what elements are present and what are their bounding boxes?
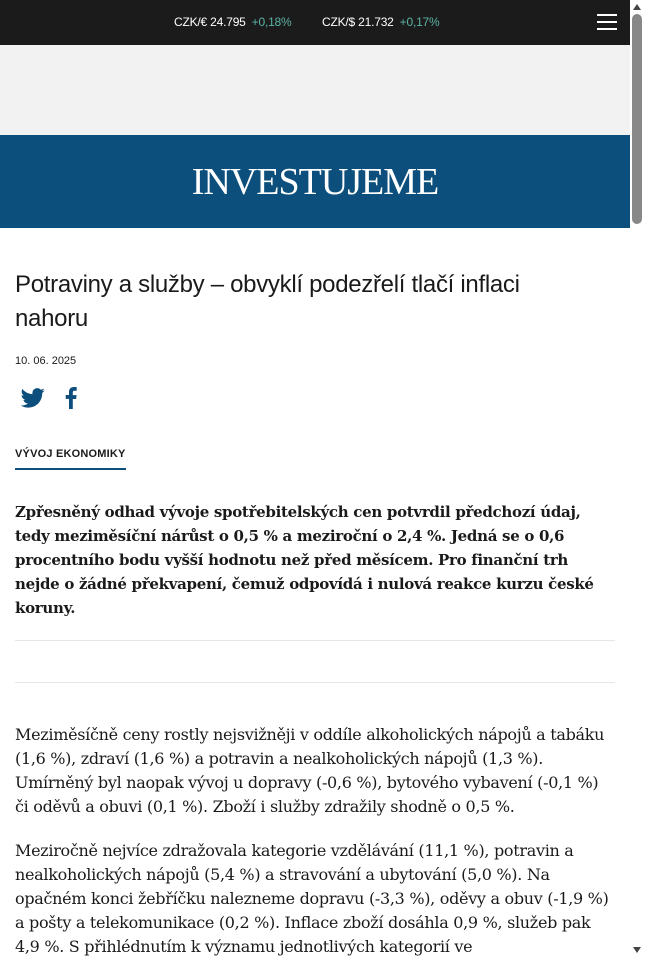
ticker-eur-pair: CZK/€ 24.795 [174, 15, 246, 29]
ticker-eur[interactable] [174, 15, 292, 29]
divider [15, 682, 615, 683]
ticker-usd[interactable] [322, 15, 440, 29]
article-lead: Zpřesněný odhad vývoje spotřebitelských cen potvrdil předchozí údaj, tedy meziměsíční nárůst o 0,5 % a meziroční o 2,4 %. Jedná se o 0,6 procentního bodu vyšší hodnotu než před měsícem. Pro finanční trh nejde o žádné překvapení, čemuž odpovídá i nulová reakce kurzu české koruny. [15, 503, 594, 617]
ticker-usd-change: +0,17% [399, 15, 440, 29]
article-paragraph: Meziměsíčně ceny rostly nejsvižněji v oddíle alkoholických nápojů a tabáku (1,6 %), zdraví (1,6 %) a potravin a nealkoholických nápojů (1,3 %). Umírněný byl naopak vývoj u dopravy (-0,6 %), bytového vybavení (-0,1 %) či oděvů a obuvi (0,1 %). Zboží i služby zdražily shodně o 0,5 %. [15, 725, 605, 816]
twitter-icon[interactable] [21, 387, 45, 409]
scroll-up-arrow-icon[interactable] [633, 4, 641, 10]
article-title: Potraviny a služby – obvyklí podezřelí tlačí inflaci nahoru [15, 271, 520, 332]
scroll-down-arrow-icon[interactable] [633, 947, 641, 953]
ad-placeholder [0, 45, 630, 135]
article-date: 10. 06. 2025 [15, 355, 77, 367]
ticker-usd-pair: CZK/$ 21.732 [322, 15, 394, 29]
ticker-eur-change: +0,18% [251, 15, 292, 29]
article-paragraph: Meziročně nejvíce zdražovala kategorie vzdělávání (11,1 %), potravin a nealkoholických nápojů (5,4 %) a stravování a ubytování (5,0 %). Na opačném konci žebříčku nalezneme dopravu (-3,3 %), oděvy a obuv (-1,9 %) a pošty a telekomunikace (0,2 %). Inflace zboží dosáhla 0,9 %, služeb pak 4,9 %. S přihlédnutím k významu jednotlivých kategorií ve [15, 841, 609, 956]
site-logo[interactable]: INVESTUJEME [191, 161, 439, 203]
scroll-thumb[interactable] [632, 14, 642, 224]
vertical-scrollbar[interactable] [630, 0, 645, 961]
category-tag[interactable]: VÝVOJ EKONOMIKY [15, 448, 126, 470]
hamburger-menu-icon[interactable] [597, 14, 617, 31]
facebook-icon[interactable] [62, 387, 80, 409]
divider [15, 640, 615, 641]
top-ticker-bar [0, 0, 630, 45]
